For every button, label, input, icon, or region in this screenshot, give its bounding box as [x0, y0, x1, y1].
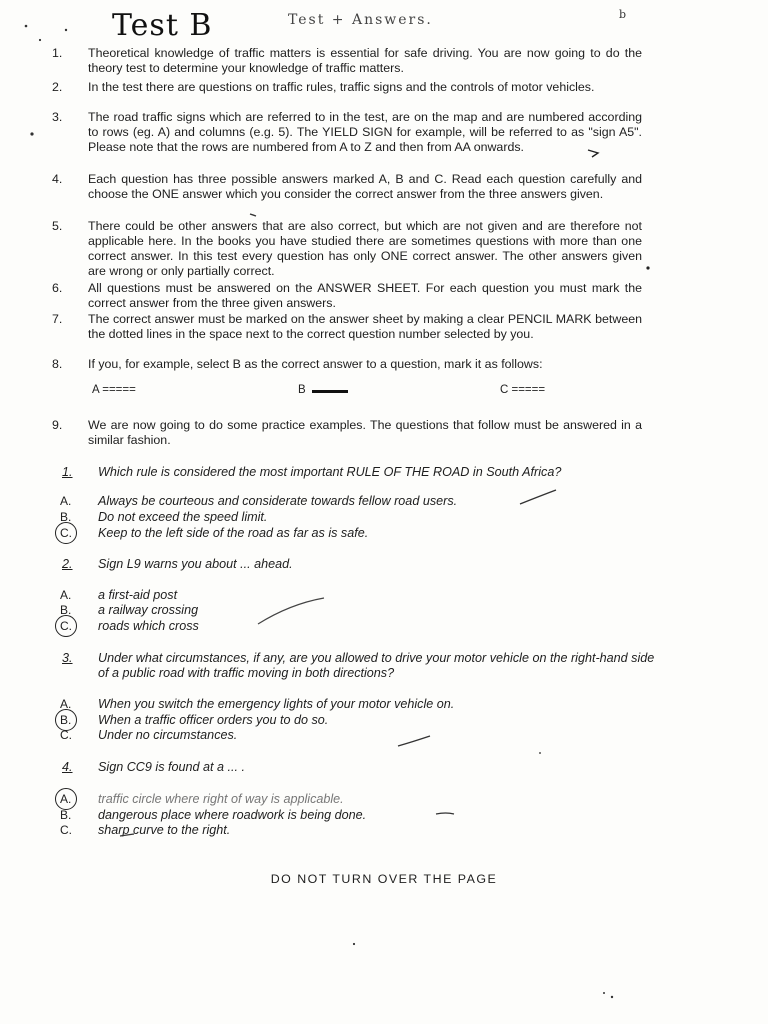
- option-letter: A.: [60, 792, 72, 806]
- option-text: Keep to the left side of the road as far as is safe.: [98, 526, 369, 540]
- page-mark: b: [618, 8, 626, 21]
- instruction-number: 8.: [52, 357, 63, 371]
- instruction-number: 5.: [52, 219, 63, 233]
- instruction-number: 3.: [52, 110, 63, 124]
- option-letter: B.: [60, 713, 72, 727]
- option-text: dangerous place where roadwork is being done.: [98, 808, 367, 822]
- footer-notice: DO NOT TURN OVER THE PAGE: [270, 872, 498, 886]
- question-text: Sign CC9 is found at a ... .: [98, 760, 246, 774]
- option-letter: C.: [60, 619, 72, 633]
- option-letter: B.: [60, 808, 72, 822]
- option-letter: A.: [60, 494, 72, 508]
- instruction-text: There could be other answers that are also correct, but which are not given and are therefore not applicable here. In the books you have studied there are sometimes questions with more than one correct answer. In this test every question has only ONE correct answer. The other answers given are wrong or only partially correct.: [88, 219, 642, 278]
- option-text: Under no circumstances.: [98, 728, 238, 742]
- instruction-text: All questions must be answered on the ANSWER SHEET. For each question you must mark the correct answer from the three given answers.: [88, 281, 642, 310]
- instruction-number: 7.: [52, 312, 63, 326]
- option-text: a railway crossing: [98, 603, 199, 617]
- question-number: 4.: [62, 760, 73, 774]
- option-text: When you switch the emergency lights of your motor vehicle on.: [98, 697, 455, 711]
- instruction-number: 1.: [52, 46, 63, 60]
- instruction-number: 9.: [52, 418, 63, 432]
- handwritten-header-note: Test + Answers.: [288, 12, 433, 28]
- option-text: When a traffic officer orders you to do so.: [98, 713, 329, 727]
- instruction-text: Theoretical knowledge of traffic matters is essential for safe driving. You are now going to do the theory test to determine your knowledge of traffic matters.: [88, 46, 642, 75]
- mark-a: A =====: [92, 384, 136, 396]
- question-text: Which rule is considered the most important RULE OF THE ROAD in South Africa?: [98, 465, 562, 479]
- option-text: Do not exceed the speed limit.: [98, 510, 268, 524]
- option-letter: B.: [60, 510, 72, 524]
- question-number: 3.: [62, 651, 73, 665]
- instruction-number: 6.: [52, 281, 63, 295]
- mark-c: C =====: [500, 384, 546, 396]
- option-letter: C.: [60, 728, 72, 742]
- option-letter: A.: [60, 588, 72, 602]
- option-letter: A.: [60, 697, 72, 711]
- option-text: roads which cross: [98, 619, 199, 633]
- handwritten-title: Test B: [112, 8, 213, 43]
- option-letter: C.: [60, 526, 72, 540]
- question-text: Sign L9 warns you about ... ahead.: [98, 557, 293, 571]
- question-text: Under what circumstances, if any, are you allowed to drive your motor vehicle on the right-hand side of a public road with traffic moving in both directions?: [98, 651, 655, 680]
- mark-b-letter: B: [298, 384, 306, 396]
- option-text: sharp curve to the right.: [98, 823, 231, 837]
- instruction-number: 2.: [52, 80, 63, 94]
- instruction-text: The road traffic signs which are referred to in the test, are on the map and are numbered according to rows (eg. A) and columns (e.g. 5). The YIELD SIGN for example, will be referred to as "sign A5". Please note that the rows are numbered from A to Z and then from AA onwards.: [88, 110, 642, 154]
- instruction-text: The correct answer must be marked on the answer sheet by making a clear PENCIL MARK between the dotted lines in the space next to the correct question number selected by you.: [88, 312, 642, 341]
- option-text: Always be courteous and considerate towards fellow road users.: [98, 494, 458, 508]
- instruction-text: Each question has three possible answers marked A, B and C. Read each question carefully and choose the ONE answer which you consider the correct answer from the three answers given.: [88, 172, 642, 201]
- question-number: 1.: [62, 465, 73, 479]
- option-text: traffic circle where right of way is applicable.: [98, 792, 344, 806]
- instruction-number: 4.: [52, 172, 63, 186]
- option-letter: C.: [60, 823, 72, 837]
- instruction-text: If you, for example, select B as the correct answer to a question, mark it as follows:: [88, 357, 543, 371]
- question-number: 2.: [62, 557, 73, 571]
- option-letter: B.: [60, 603, 72, 617]
- option-text: a first-aid post: [98, 588, 178, 602]
- instruction-text: We are now going to do some practice examples. The questions that follow must be answered in a similar fashion.: [88, 418, 642, 447]
- instruction-text: In the test there are questions on traffic rules, traffic signs and the controls of motor vehicles.: [88, 80, 595, 94]
